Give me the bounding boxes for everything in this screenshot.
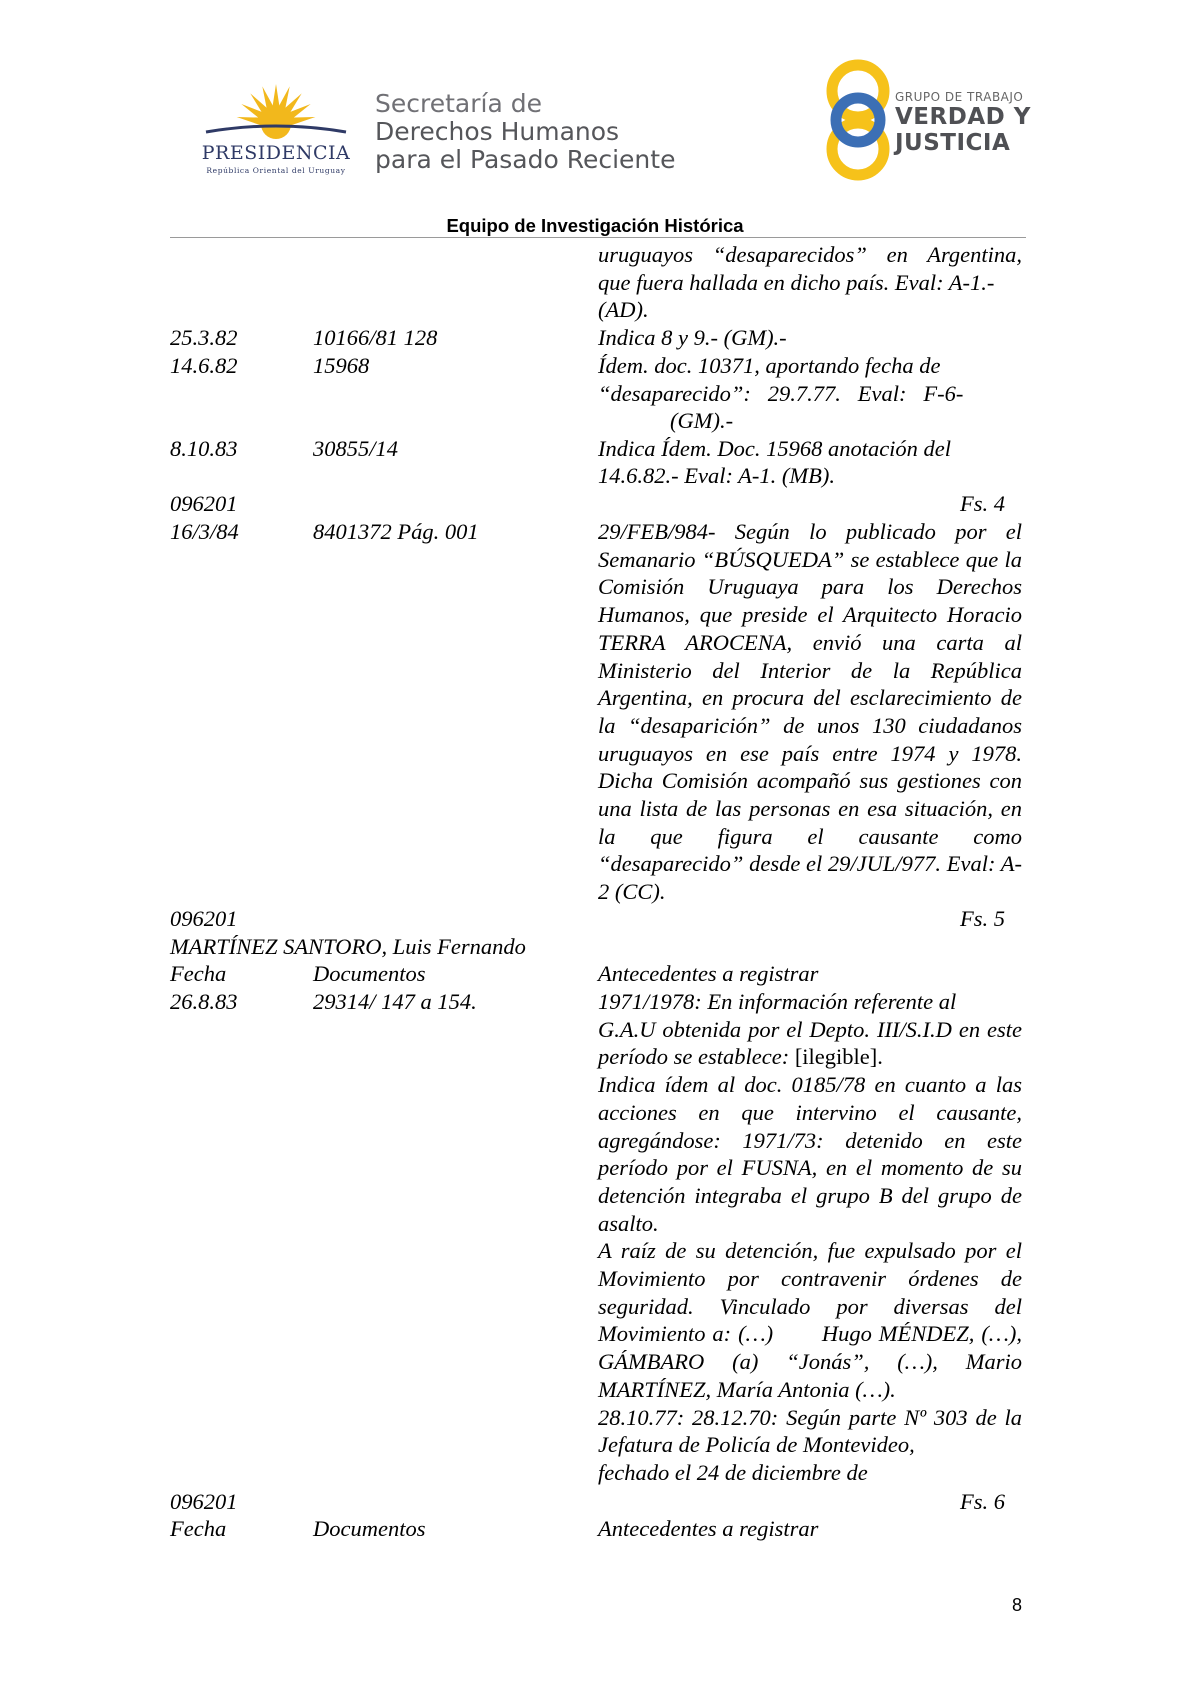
row-3-text-2: 14.6.82.- Eval: A-1. (MB).: [598, 463, 836, 488]
header-documentos: Documentos: [313, 961, 426, 986]
header2-antecedentes: Antecedentes a registrar: [598, 1516, 819, 1541]
row-5-text-a2: [598, 1016, 1022, 1071]
row-5-illegible: [ilegible].: [794, 1044, 883, 1070]
header2-fecha: Fecha: [170, 1516, 227, 1541]
presidencia-subtitle: República Oriental del Uruguay: [206, 166, 346, 175]
vj-small-label: GRUPO DE TRABAJO: [895, 90, 1024, 104]
secretaria-line-2: Derechos Humanos: [375, 117, 620, 146]
row-5-doc: 29314/ 147 a 154.: [313, 989, 477, 1014]
verdad-justicia-text: [895, 90, 1031, 156]
header-fecha: Fecha: [170, 961, 227, 986]
row-4-date: 16/3/84: [170, 519, 239, 544]
fs6-code: 096201: [170, 1489, 238, 1514]
person-name: MARTÍNEZ SANTORO, Luis Fernando: [170, 934, 526, 959]
row-3-text-1: Indica Ídem. Doc. 15968 anotación del: [598, 436, 952, 461]
fs5-code: 096201: [170, 906, 238, 931]
team-title: Equipo de Investigación Histórica: [446, 215, 744, 236]
fs5-folio: Fs. 5: [960, 906, 1005, 931]
row-5-text-d2: fechado el 24 de diciembre de: [598, 1459, 868, 1485]
page-number: 8: [1012, 1595, 1023, 1615]
sun-icon: [196, 82, 356, 142]
vj-line-2: JUSTICIA: [895, 130, 1011, 156]
header2-documentos: Documentos: [313, 1516, 426, 1541]
secretaria-line-1: Secretaría de: [375, 89, 542, 118]
row-2-text-2: “desaparecido”: 29.7.77. Eval: F-6-: [598, 381, 964, 406]
header-divider: [170, 237, 1026, 238]
row-1-text: Indica 8 y 9.- (GM).-: [598, 325, 787, 350]
header-antecedentes: Antecedentes a registrar: [598, 961, 819, 986]
row-4-doc: 8401372 Pág. 001: [313, 519, 479, 544]
presidencia-logo: [196, 82, 356, 178]
row-2-text-3: (GM).-: [670, 408, 734, 433]
continuation-line-3: (AD).: [598, 297, 649, 323]
row-3-doc: 30855/14: [313, 436, 399, 461]
continuation-line-2: que fuera hallada en dicho país. Eval: A-1.-: [598, 269, 995, 295]
row-5-text-c: A raíz de su detención, fue expulsado por el Movimiento por contravenir órdenes de seguridad. Vinculado por diversas del Movimiento a: (…) Hugo MÉNDEZ, (…), GÁMBARO (a) “Jonás”, (…), Mario MARTÍNEZ, María Antonia (…).: [598, 1238, 1028, 1402]
row-5-text-a1: 1971/1978: En información referente al: [598, 989, 957, 1014]
continuation-line-1: uruguayos “desaparecidos” en Argentina,: [598, 242, 1022, 267]
row-3-date: 8.10.83: [170, 436, 238, 461]
fs4-code: 096201: [170, 491, 238, 516]
row-2-doc: 15968: [313, 353, 370, 378]
row-5-text: [598, 988, 1028, 1487]
row-2-text-1: Ídem. doc. 10371, aportando fecha de: [598, 353, 941, 378]
row-2-date: 14.6.82: [170, 353, 238, 378]
continuation-block: [598, 241, 1022, 324]
fs6-folio: Fs. 6: [960, 1489, 1005, 1514]
row-5-text-b: Indica ídem al doc. 0185/78 en cuanto a las acciones en que intervino el causante, agregándose: 1971/73: detenido en este período por el FUSNA, en el momento de su detención integraba el grupo B del grupo de asalto.: [598, 1072, 1022, 1236]
vj-line-1: VERDAD Y: [895, 104, 1031, 130]
row-5-text-a2-main: G.A.U obtenida por el Depto. III/S.I.D en este período se establece:: [598, 1016, 1022, 1070]
row-1-doc: 10166/81 128: [313, 325, 438, 350]
row-1-date: 25.3.82: [170, 325, 238, 350]
row-5-date: 26.8.83: [170, 989, 238, 1014]
fs4-folio: Fs. 4: [960, 491, 1005, 516]
row-5-text-d: 28.10.77: 28.12.70: Según parte Nº 303 de la Jefatura de Policía de Montevideo,: [598, 1404, 1022, 1458]
secretaria-logo-text: [375, 90, 675, 174]
presidencia-label: PRESIDENCIA: [201, 142, 351, 164]
row-4-text: 29/FEB/984- Según lo publicado por el Semanario “BÚSQUEDA” se establece que la Comisión Uruguaya para los Derechos Humanos, que preside el Arquitecto Horacio TERRA AROCENA, envió una carta al Ministerio del Interior de la República Argentina, en procura del esclarecimiento de la “desaparición” de unos 130 ciudadanos uruguayos en ese país entre 1974 y 1978. Dicha Comisión acompañó sus gestiones con una lista de las personas en esa situación, en la que figura el causante como “desaparecido” desde el 29/JUL/977. Eval: A- 2 (CC).: [598, 519, 1022, 905]
secretaria-line-3: para el Pasado Reciente: [375, 145, 676, 174]
